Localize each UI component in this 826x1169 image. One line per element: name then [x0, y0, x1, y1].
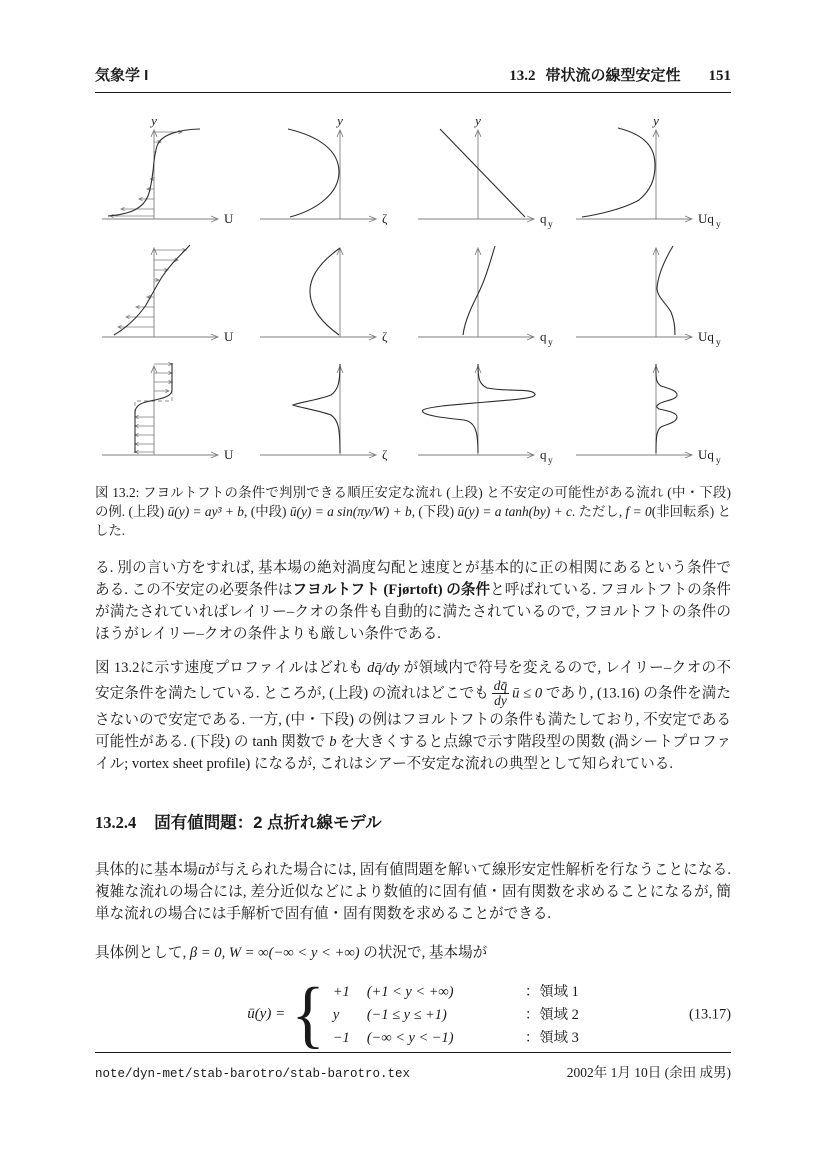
plot-tanh-uqy	[572, 351, 728, 469]
x-axis-label-subscript: y	[716, 338, 721, 348]
paragraph-fjortoft-condition: る. 別の言い方をすれば, 基本場の絶対渦度勾配と速度とが基本的に正の相関にあるという条件である. この不安定の必要条件はフヨルトフト (Fjørtoft) の条件と呼ばれている. フヨルトフトの条件が満たされていればレイリー–クオの条件も自動的に満たされているので, フヨルトフトの条件のほうがレイリー–クオの条件よりも厳しい条件である.	[95, 560, 731, 642]
x-axis-label-subscript: y	[548, 338, 553, 348]
plot-sine-zeta	[256, 233, 412, 351]
figure-caption-label: 図 13.2:	[95, 485, 140, 500]
profile-curve	[463, 246, 495, 335]
y-axis-label: y	[653, 115, 659, 128]
plot-cubic-uqy	[572, 115, 728, 233]
inline-fraction-dqdy: $\frac{dq̄}{dy}$	[493, 678, 508, 709]
vortex-sheet-step-dashed	[135, 390, 172, 413]
x-axis-label: U	[224, 329, 234, 344]
caption-math-cubic: ū(y) = ay³ + b	[167, 504, 245, 519]
x-axis-label: q	[540, 447, 547, 462]
profile-curve	[310, 248, 340, 335]
plot-sine-qy	[414, 233, 570, 351]
inline-math-beta-w: β = 0, W = ∞(−∞ < y < +∞)	[189, 944, 360, 961]
x-axis-label: ζ	[382, 329, 388, 344]
equation-case-row: −1 (−∞ < y < −1) ：領域 3	[332, 1029, 579, 1046]
profile-curve	[293, 364, 340, 453]
profile-curve	[440, 129, 525, 217]
profile-curve	[135, 363, 172, 453]
inline-math-b: b	[329, 733, 337, 750]
figure-13-2	[95, 115, 731, 469]
plot-tanh-u	[98, 351, 254, 469]
equation-body	[247, 973, 579, 1057]
figure-caption: 図 13.2: フヨルトフトの条件で判別できる順圧安定な流れ (上段) と不安定の可能性がある流れ (中・下段) の例. (上段) ū(y) = ay³ + b, (中段) ū(y) = a sin(πy/W) + b, (下段) ū(y) = a tanh(by) + c. ただし, f = 0(非回転系) とした.	[95, 485, 731, 538]
footer-file-path: note/dyn-met/stab-barotro/stab-barotro.tex	[95, 1067, 411, 1081]
inline-math-ubar: ū	[197, 861, 206, 878]
paragraph-profiles-discussion: 図 13.2に示す速度プロファイルはどれも dq̄/dy が領域内で符号を変えるので, レイリー–クオの不安定条件を満たしている. ところが, (上段) の流れはどこでも $\frac{dq̄}{dy}$ ū ≤ 0 であり, (13.16) の条件を満たさないので安定である. 一方, (中・下段) の例はフヨルトフトの条件も満たしており, 不安定である可能性がある. (下段) の tanh 関数で b を大きくすると点線で示す階段型の関数 (渦シートプロファイル; vortex sheet profile) になるが, これはシアー不安定な流れの典型として知られている.	[95, 660, 732, 772]
y-axis-label: y	[151, 115, 157, 128]
y-axis-label: y	[475, 115, 481, 128]
page-content	[95, 0, 732, 1057]
x-axis-label-subscript: y	[716, 456, 721, 466]
x-axis-label: Uq	[698, 329, 714, 344]
figure-row-cubic	[95, 115, 731, 233]
x-axis-label: Uq	[698, 211, 714, 226]
x-axis-label: U	[224, 211, 234, 226]
equation-case-row: +1 (+1 < y < +∞) ：領域 1	[332, 983, 579, 1000]
profile-curve	[657, 246, 675, 335]
paragraph-example-setup: 具体例として, β = 0, W = ∞(−∞ < y < +∞) の状況で, 基本場が	[95, 944, 488, 961]
section-heading-13-2-4	[95, 809, 731, 833]
plot-tanh-zeta	[256, 351, 412, 469]
equation-case-row: y (−1 ≤ y ≤ +1) ：領域 2	[332, 1006, 579, 1023]
inline-math-dqdy: dq̄/dy	[367, 660, 400, 676]
plot-cubic-zeta	[256, 115, 412, 233]
plot-sine-u	[98, 233, 254, 351]
equation-cases	[333, 981, 579, 1049]
profile-curve	[656, 364, 677, 453]
equation-lhs: ū(y) =	[247, 1006, 286, 1023]
plot-sine-uqy	[572, 233, 728, 351]
course-title: 気象学 I	[95, 67, 149, 84]
plot-tanh-qy	[414, 351, 570, 469]
caption-math-f: f = 0	[625, 504, 652, 519]
header-right	[509, 64, 731, 85]
plot-cubic-u	[98, 115, 254, 233]
page-number: 151	[708, 68, 731, 84]
equation-13-17	[95, 973, 731, 1057]
figure-row-sine	[95, 233, 731, 351]
equation-number: (13.17)	[689, 1006, 731, 1023]
paragraph-eigenvalue-intro: 具体的に基本場ūが与えられた場合には, 固有値問題を解いて線形安定性解析を行なうことになる. 複雑な流れの場合には, 差分近似などにより数値的に固有値・固有関数を求めることになるが, 簡単な流れの場合には手解析で固有値・固有関数を求めることができる.	[95, 861, 731, 922]
profile-curve	[582, 128, 655, 217]
x-axis-label-subscript: y	[548, 220, 553, 230]
caption-math-tanh: ū(y) = a tanh(by) + c	[457, 504, 572, 519]
inline-math-ubar-leq-0: ū ≤ 0	[512, 685, 543, 702]
profile-curve	[423, 364, 536, 453]
profile-curve	[114, 245, 190, 335]
curly-brace: {	[291, 973, 325, 1057]
header-section-number: 13.2	[509, 68, 536, 84]
x-axis-label: q	[540, 329, 547, 344]
header-section-title: 帯状流の線型安定性	[545, 67, 681, 84]
x-axis-label-subscript: y	[548, 456, 553, 466]
footer-date: 2002年 1月 10日 (余田 成男)	[566, 1065, 731, 1080]
y-axis-label: y	[337, 115, 343, 128]
section-title: 固有値問題：2 点折れ線モデル	[154, 813, 382, 832]
x-axis-label: q	[540, 211, 547, 226]
x-axis-label: Uq	[698, 447, 714, 462]
x-axis-label: ζ	[382, 211, 388, 226]
section-number: 13.2.4	[95, 812, 137, 832]
x-axis-label: U	[224, 447, 234, 462]
x-axis-label-subscript: y	[716, 220, 721, 230]
plot-cubic-qy	[414, 115, 570, 233]
page-header	[95, 64, 731, 93]
figure-row-tanh	[95, 351, 731, 469]
x-axis-label: ζ	[382, 447, 388, 462]
page-footer	[95, 1052, 731, 1081]
bold-fjortoft-term: フヨルトフト (Fjørtoft) の条件	[292, 582, 491, 598]
caption-math-sine: ū(y) = a sin(πy/W) + b	[289, 504, 412, 519]
profile-curve	[288, 129, 339, 217]
